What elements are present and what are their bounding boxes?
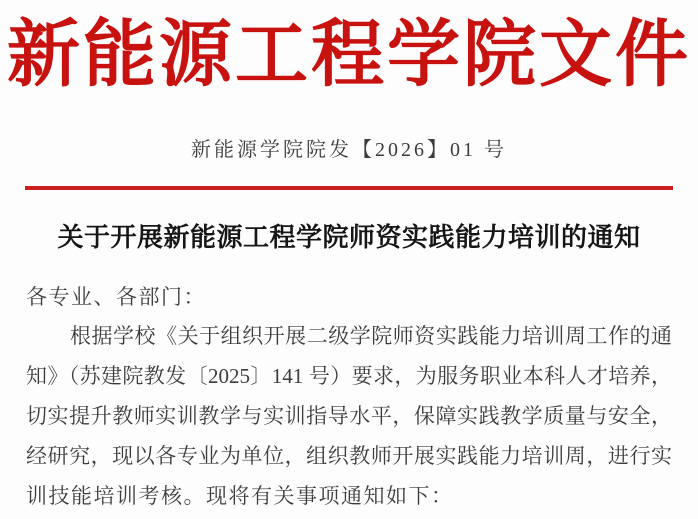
salutation-line: 各专业、各部门： bbox=[26, 285, 206, 309]
paragraph-line: 根据学校《关于组织开展二级学院师资实践能力培训周工作的通 bbox=[70, 324, 672, 348]
paragraph-line: 经研究，现以各专业为单位，组织教师开展实践能力培训周，进行实 bbox=[26, 444, 672, 468]
notice-title: 关于开展新能源工程学院师资实践能力培训的通知 bbox=[57, 223, 641, 252]
paragraph-line: 切实提升教师实训教学与实训指导水平，保障实践教学质量与安全， bbox=[26, 404, 672, 428]
paragraph-line: 知》（苏建院教发〔2025〕141 号）要求，为服务职业本科人才培养， bbox=[26, 364, 672, 388]
paragraph-line: 训技能培训考核。现将有关事项通知如下： bbox=[26, 484, 454, 508]
red-divider-line bbox=[25, 186, 673, 190]
notice-body-paragraph bbox=[26, 316, 672, 516]
document-number: 新能源学院院发【2026】01 号 bbox=[191, 139, 507, 161]
document-header-title: 新能源工程学院文件 bbox=[7, 14, 691, 95]
